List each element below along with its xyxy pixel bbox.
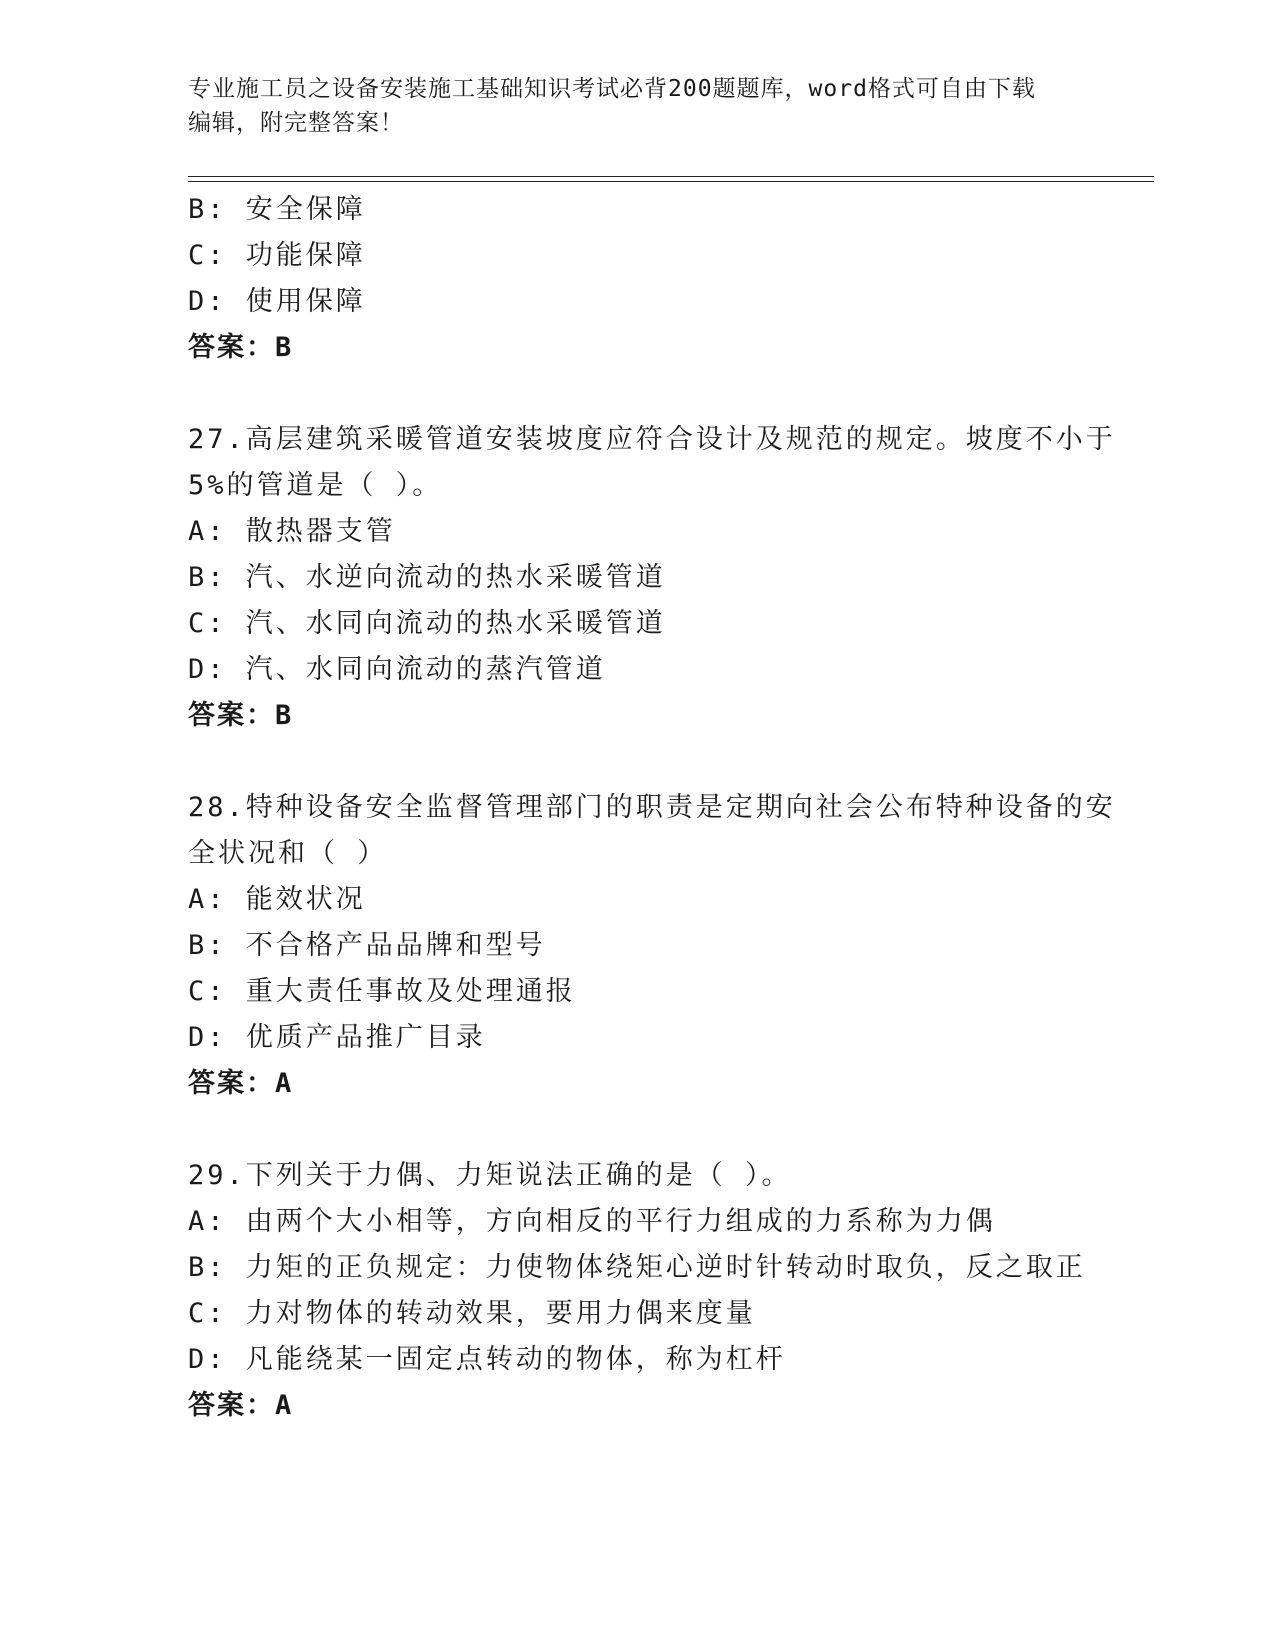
option-c: C: 力对物体的转动效果，要用力偶来度量 [188,1298,756,1329]
header-divider-bottom [188,181,1154,182]
spacer [188,1107,1088,1153]
option-b: B: 安全保障 [188,194,366,225]
option-d: D: 优质产品推广目录 [188,1022,486,1053]
question-26 [188,187,1088,371]
question-stem-continued: 全状况和（ ） [188,838,388,869]
header-divider-top [188,176,1154,177]
question-27 [188,417,1116,739]
answer: 答案：A [188,1068,294,1099]
answer: 答案：A [188,1390,294,1421]
question-stem: 27.高层建筑采暖管道安装坡度应符合设计及规范的规定。坡度不小于 [188,424,1116,455]
option-a: A: 由两个大小相等，方向相反的平行力组成的力系称为力偶 [188,1206,996,1237]
option-b: B: 不合格产品品牌和型号 [188,930,546,961]
question-28 [188,785,1116,1107]
spacer [188,739,1088,785]
option-c: C: 功能保障 [188,240,366,271]
answer: 答案：B [188,700,294,731]
header-title-line-1: 专业施工员之设备安装施工基础知识考试必背200题题库，word格式可自由下载 [188,76,1036,102]
option-d: D: 汽、水同向流动的蒸汽管道 [188,654,606,685]
answer: 答案：B [188,332,294,363]
option-b: B: 力矩的正负规定：力使物体绕矩心逆时针转动时取负，反之取正 [188,1252,1086,1283]
option-c: C: 重大责任事故及处理通报 [188,976,576,1007]
option-b: B: 汽、水逆向流动的热水采暖管道 [188,562,666,593]
question-stem-continued: 5%的管道是（ ）。 [188,470,443,501]
option-c: C: 汽、水同向流动的热水采暖管道 [188,608,666,639]
question-29 [188,1153,1088,1429]
question-list [188,187,1116,1429]
option-d: D: 凡能绕某一固定点转动的物体，称为杠杆 [188,1344,786,1375]
question-stem: 28.特种设备安全监督管理部门的职责是定期向社会公布特种设备的安 [188,792,1116,823]
question-stem: 29.下列关于力偶、力矩说法正确的是（ ）。 [188,1160,792,1191]
spacer [188,371,1088,417]
document-header [188,72,1068,140]
header-title-line-2: 编辑，附完整答案！ [188,110,404,136]
option-a: A: 能效状况 [188,884,366,915]
option-a: A: 散热器支管 [188,516,396,547]
option-d: D: 使用保障 [188,286,366,317]
